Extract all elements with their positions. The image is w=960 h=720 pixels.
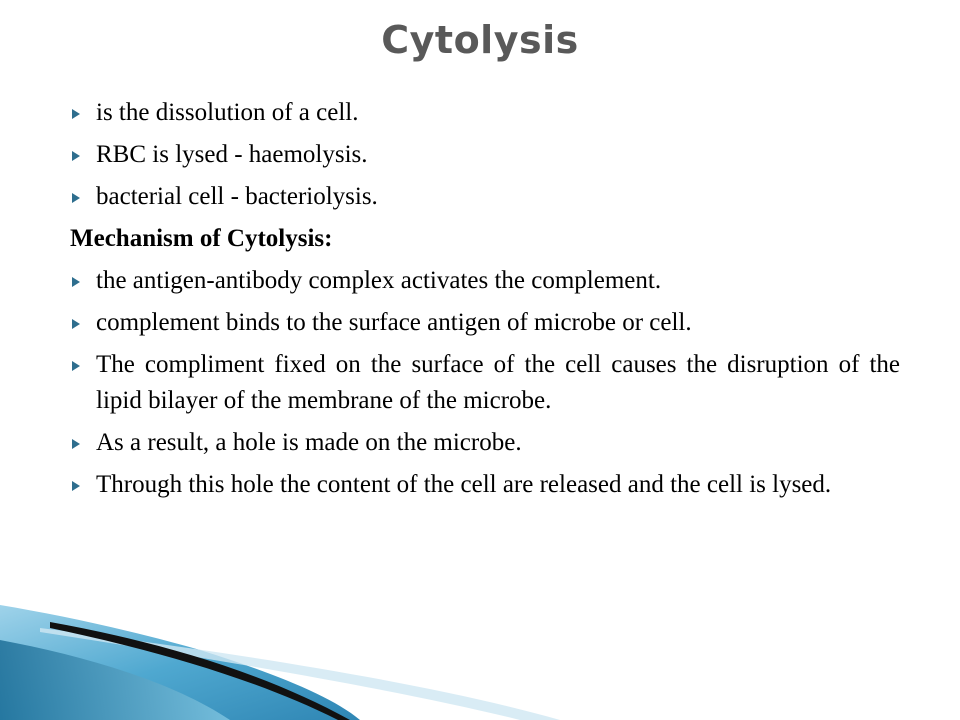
list-item bbox=[70, 263, 900, 299]
list-item bbox=[70, 137, 900, 173]
bullet-text: Through this hole the content of the cell are released and the cell is lysed. bbox=[96, 471, 832, 498]
list-item bbox=[70, 305, 900, 341]
arrow-bullet-icon bbox=[72, 439, 80, 449]
list-item bbox=[70, 467, 900, 503]
arrow-bullet-icon bbox=[72, 193, 80, 203]
list-item bbox=[70, 95, 900, 131]
bullet-text: the antigen-antibody complex activates the complement. bbox=[96, 267, 662, 294]
list-item bbox=[70, 347, 900, 419]
bullet-text: is the dissolution of a cell. bbox=[96, 99, 359, 126]
slide-title: Cytolysis bbox=[381, 18, 579, 62]
bullet-text: The compliment fixed on the surface of the cell causes the disruption of the lipid bilayer of the membrane of the microbe. bbox=[96, 351, 900, 414]
ribbon-blue-stripe bbox=[0, 640, 230, 720]
slide-body bbox=[70, 95, 900, 509]
arrow-bullet-icon bbox=[72, 481, 80, 491]
list-item bbox=[70, 425, 900, 461]
bullet-text: As a result, a hole is made on the microbe. bbox=[96, 429, 522, 456]
arrow-bullet-icon bbox=[72, 319, 80, 329]
bullet-text: complement binds to the surface antigen of microbe or cell. bbox=[96, 309, 692, 336]
arrow-bullet-icon bbox=[72, 361, 80, 371]
section-heading: Mechanism of Cytolysis: bbox=[70, 225, 333, 252]
bullet-text: RBC is lysed - haemolysis. bbox=[96, 141, 368, 168]
arrow-bullet-icon bbox=[72, 277, 80, 287]
ribbon-blue-shape bbox=[0, 605, 360, 720]
ribbon-black-stripe bbox=[50, 622, 350, 720]
ribbon-light-stripe bbox=[40, 628, 560, 720]
arrow-bullet-icon bbox=[72, 109, 80, 119]
arrow-bullet-icon bbox=[72, 151, 80, 161]
list-item bbox=[70, 179, 900, 215]
bullet-text: bacterial cell - bacteriolysis. bbox=[96, 183, 378, 210]
